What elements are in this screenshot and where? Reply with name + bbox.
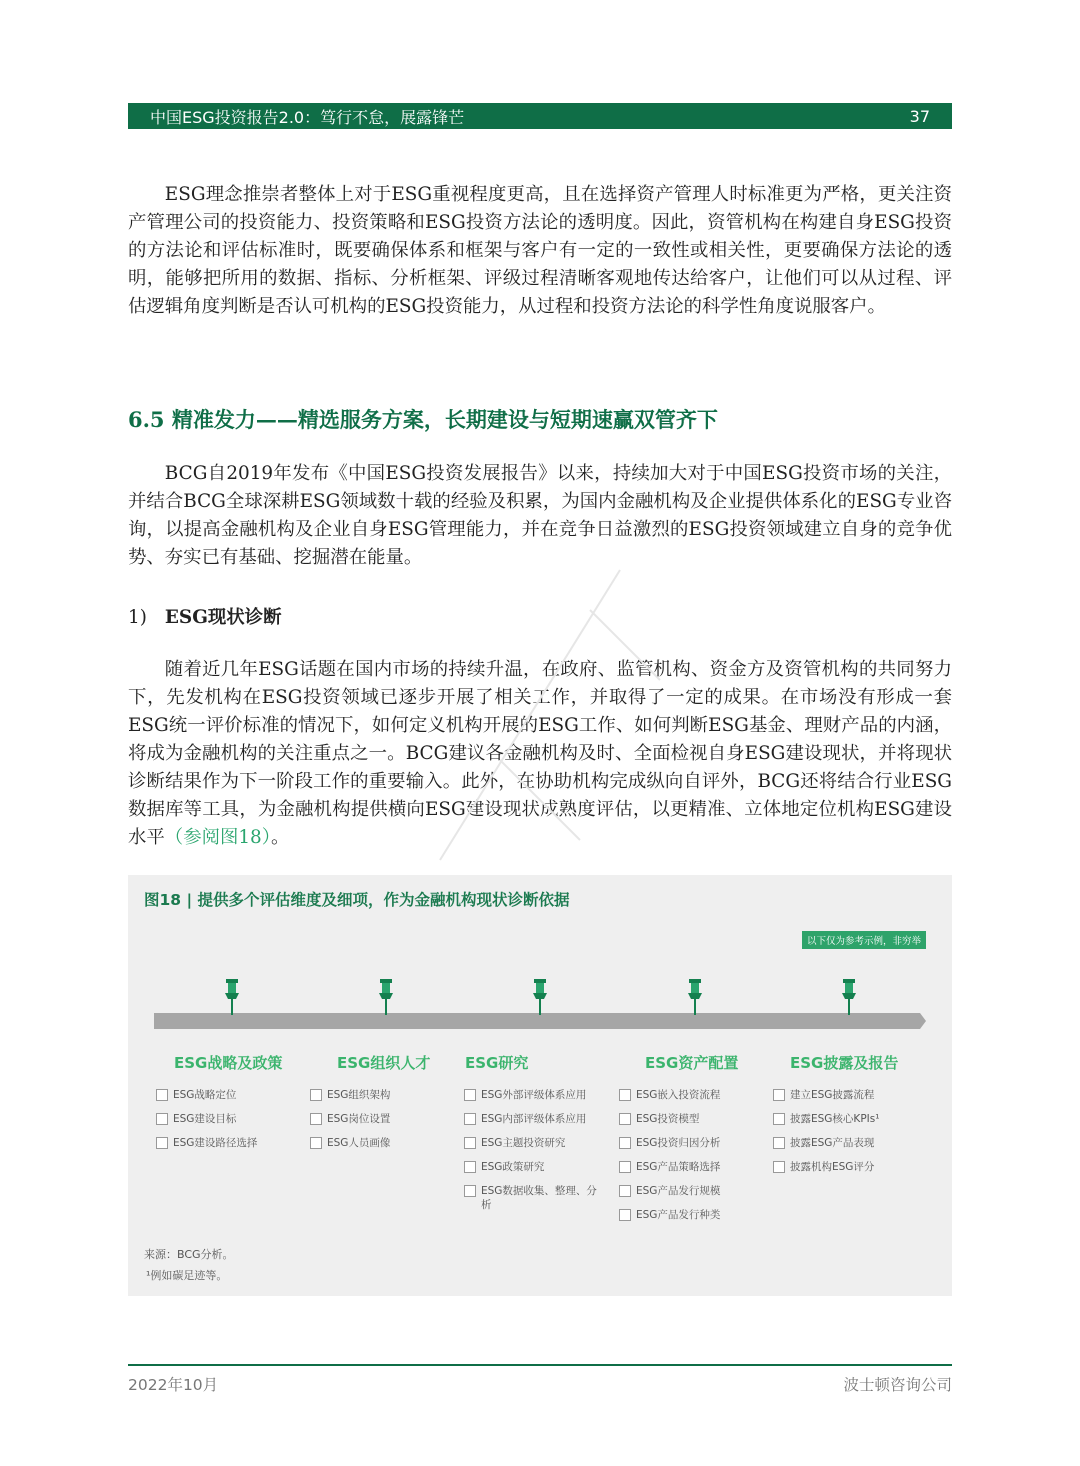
header-bar: [128, 103, 952, 129]
checklist: [310, 1088, 450, 1160]
checkbox-icon: [464, 1161, 476, 1173]
checklist-item: [464, 1088, 604, 1102]
checkbox-icon: [310, 1137, 322, 1149]
checklist-item-label: ESG产品发行种类: [636, 1209, 721, 1221]
checklist: [619, 1088, 759, 1232]
checkbox-icon: [156, 1113, 168, 1125]
checkbox-icon: [619, 1185, 631, 1197]
report-title: 中国ESG投资报告2.0：笃行不怠，展露锋芒: [150, 107, 465, 127]
column-title: ESG战略及政策: [174, 1054, 283, 1072]
figure-source: 来源：BCG分析。: [144, 1248, 234, 1261]
checkbox-icon: [619, 1209, 631, 1221]
checklist-item: [619, 1136, 759, 1150]
checklist-item-label: 建立ESG披露流程: [790, 1089, 875, 1101]
checklist-item-label: ESG产品发行规模: [636, 1185, 721, 1197]
watermark-lines: [380, 560, 700, 880]
checklist-item-label: ESG建设路径选择: [173, 1137, 258, 1149]
paragraph-3-end: 。: [270, 827, 290, 848]
checklist-item: [619, 1112, 759, 1126]
figure-reference-link[interactable]: （参阅图18）: [164, 827, 271, 848]
checklist-item: [464, 1112, 604, 1126]
pushpin-icon: [841, 979, 857, 1019]
checklist: [156, 1088, 296, 1160]
page-number: 37: [909, 106, 930, 126]
checklist-item: [619, 1088, 759, 1102]
checkbox-icon: [619, 1137, 631, 1149]
checklist-item: [773, 1088, 913, 1102]
checkbox-icon: [464, 1113, 476, 1125]
checklist-item-label: ESG投资归因分析: [636, 1137, 721, 1149]
column-title: ESG组织人才: [337, 1054, 431, 1072]
checklist-item: [310, 1136, 450, 1150]
section-title: 6.5 精准发力——精选服务方案，长期建设与短期速赢双管齐下: [128, 407, 718, 432]
checklist-item: [619, 1184, 759, 1198]
column-title: ESG研究: [465, 1054, 529, 1072]
checkbox-icon: [156, 1089, 168, 1101]
checklist-item-label: ESG组织架构: [327, 1089, 391, 1101]
checklist-item-label: 披露ESG核心KPIs¹: [790, 1113, 880, 1125]
pushpin-icon: [532, 979, 548, 1019]
checklist-item: [310, 1112, 450, 1126]
footer-date: 2022年10月: [128, 1376, 219, 1394]
checkbox-icon: [773, 1113, 785, 1125]
figure-footnote: ¹例如碳足迹等。: [146, 1269, 228, 1282]
paragraph-2: BCG自2019年发布《中国ESG投资发展报告》以来，持续加大对于中国ESG投资市场的关注，并结合BCG全球深耕ESG领域数十载的经验及积累，为国内金融机构及企业提供体系化的ESG专业咨询，以提高金融机构及企业自身ESG管理能力，并在竞争日益激烈的ESG投资领域建立自身的竞争优势、夯实已有基础、挖掘潜在能量。: [128, 463, 952, 568]
checklist-item: [464, 1184, 604, 1212]
checklist-item-label: ESG岗位设置: [327, 1113, 391, 1125]
checkbox-icon: [464, 1089, 476, 1101]
checklist-item-label: ESG投资模型: [636, 1113, 700, 1125]
subsection-title: ESG现状诊断: [164, 607, 282, 628]
checklist-item-label: ESG政策研究: [481, 1161, 545, 1173]
figure-18: [128, 875, 952, 1296]
pushpin-icon: [687, 979, 703, 1019]
checklist-item-label: 披露机构ESG评分: [790, 1161, 875, 1173]
paragraph-1: ESG理念推崇者整体上对于ESG重视程度更高，且在选择资产管理人时标准更为严格，更关注资产管理公司的投资能力、投资策略和ESG投资方法论的透明度。因此，资管机构在构建自身ESG投资的方法论和评估标准时，既要确保体系和框架与客户有一定的一致性或相关性，更要确保方法论的透明，能够把所用的数据、指标、分析框架、评级过程清晰客观地传达给客户，让他们可以从过程、评估逻辑角度判断是否认可机构的ESG投资能力，从过程和投资方法论的科学性角度说服客户。: [128, 184, 952, 317]
checklist-item-label: ESG内部评级体系应用: [481, 1113, 587, 1125]
checklist-item: [773, 1112, 913, 1126]
checklist-item: [619, 1208, 759, 1222]
checklist-item: [156, 1088, 296, 1102]
checkbox-icon: [773, 1137, 785, 1149]
example-badge: 以下仅为参考示例，非穷举: [802, 931, 926, 949]
checkbox-icon: [619, 1161, 631, 1173]
checklist-item-label: ESG人员画像: [327, 1137, 391, 1149]
checklist-item-label: ESG主题投资研究: [481, 1137, 566, 1149]
pushpin-icon: [224, 979, 240, 1019]
checkbox-icon: [310, 1113, 322, 1125]
checkbox-icon: [156, 1137, 168, 1149]
footer-company: 波士顿咨询公司: [843, 1376, 952, 1394]
pushpin-icon: [378, 979, 394, 1019]
checklist-item-label: ESG数据收集、整理、分析: [481, 1185, 597, 1211]
subsection-number: 1): [128, 607, 147, 628]
footer-divider: [128, 1364, 952, 1366]
subsection-heading: [128, 603, 281, 629]
checklist-item: [156, 1112, 296, 1126]
checklist-item-label: 披露ESG产品表现: [790, 1137, 875, 1149]
checklist-item: [156, 1136, 296, 1150]
checkbox-icon: [619, 1089, 631, 1101]
checklist-item-label: ESG战略定位: [173, 1089, 237, 1101]
checklist-item-label: ESG产品策略选择: [636, 1161, 721, 1173]
paragraph-3-text: 随着近几年ESG话题在国内市场的持续升温，在政府、监管机构、资金方及资管机构的共同努力下，先发机构在ESG投资领域已逐步开展了相关工作，并取得了一定的成果。在市场没有形成一套ESG统一评价标准的情况下，如何定义机构开展的ESG工作、如何判断ESG基金、理财产品的内涵，将成为金融机构的关注重点之一。BCG建议各金融机构及时、全面检视自身ESG建设现状，并将现状诊断结果作为下一阶段工作的重要输入。此外，在协助机构完成纵向自评外，BCG还将结合行业ESG数据库等工具，为金融机构提供横向ESG建设现状成熟度评估，以更精准、立体地定位机构ESG建设水平: [128, 659, 952, 848]
checkbox-icon: [464, 1137, 476, 1149]
checklist-item-label: ESG建设目标: [173, 1113, 237, 1125]
figure-title: 图18 | 提供多个评估维度及细项，作为金融机构现状诊断依据: [144, 891, 570, 909]
checkbox-icon: [773, 1089, 785, 1101]
checklist-item: [310, 1088, 450, 1102]
checklist: [773, 1088, 913, 1184]
checkbox-icon: [773, 1161, 785, 1173]
checkbox-icon: [310, 1089, 322, 1101]
checklist-item: [619, 1160, 759, 1174]
checklist-item: [464, 1160, 604, 1174]
checklist-item-label: ESG嵌入投资流程: [636, 1089, 721, 1101]
column-title: ESG披露及报告: [790, 1054, 899, 1072]
checklist-item-label: ESG外部评级体系应用: [481, 1089, 587, 1101]
checkbox-icon: [619, 1113, 631, 1125]
checklist-item: [464, 1136, 604, 1150]
checklist-item: [773, 1136, 913, 1150]
checklist: [464, 1088, 604, 1222]
column-title: ESG资产配置: [645, 1054, 739, 1072]
checkbox-icon: [464, 1185, 476, 1197]
checklist-item: [773, 1160, 913, 1174]
